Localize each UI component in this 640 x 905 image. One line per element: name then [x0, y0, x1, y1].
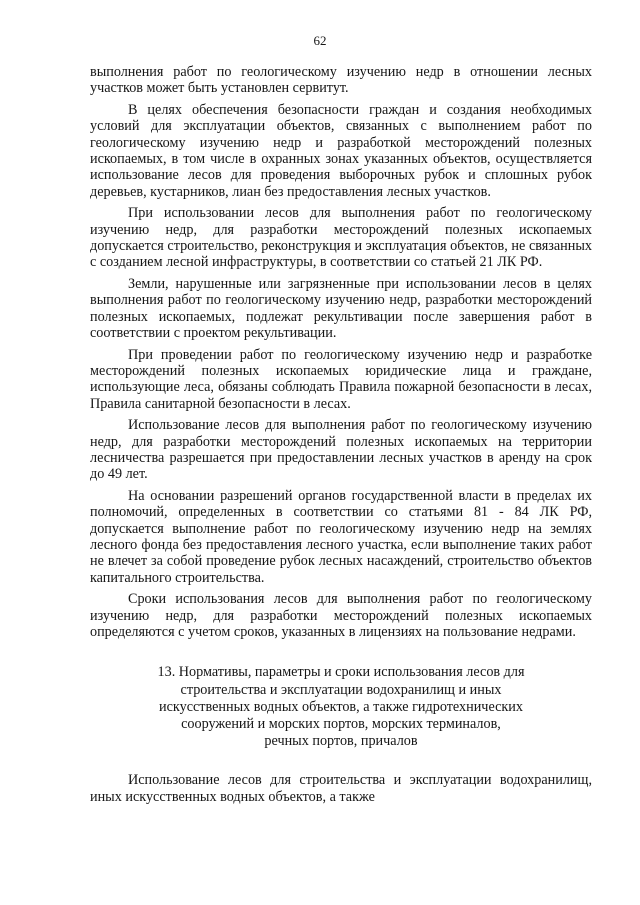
section-heading-line: искусственных водных объектов, а также гидротехнических: [159, 698, 523, 715]
paragraph-fire-safety: При проведении работ по геологическому изучению недр и разработке месторождений полезных ископаемых юридические лица и граждане, использующие леса, обязаны соблюдать Правила пожарной безопасности в лесах, Правила санитарной безопасности в лесах.: [90, 346, 592, 412]
paragraph-servitude: выполнения работ по геологическому изучению недр в отношении лесных участков может быть установлен сервитут.: [90, 64, 592, 97]
paragraph-recultivation: Земли, нарушенные или загрязненные при использовании лесов в целях выполнения работ по геологическому изучению недр, разработки месторождений полезных ископаемых, подлежат рекультивации после завершения работ в соответствии с проектом рекультивации.: [90, 275, 592, 342]
document-body: [90, 64, 592, 810]
section-heading-line: сооружений и морских портов, морских терминалов,: [181, 716, 501, 733]
paragraph-construction: При использовании лесов для выполнения работ по геологическому изучению недр, для разработки месторождений полезных ископаемых допускается строительство, реконструкция и эксплуатация объектов, не связанных с созданием лесной инфраструктуры, в соответствии со статьей 21 ЛК РФ.: [90, 205, 592, 271]
paragraph-lease: Использование лесов для выполнения работ по геологическому изучению недр, для разработки месторождений полезных ископаемых на территории лесничества разрешается при предоставлении лесных участков в аренду на срок до 49 лет.: [90, 417, 592, 483]
paragraph-safety-cutting: В целях обеспечения безопасности граждан и создания необходимых условий для эксплуатации объектов, связанных с выполнением работ по геологическому изучению недр и разработкой месторождений полезных ископаемых, в том числе в охранных зонах указанных объектов, осуществляется использование лесов для проведения выборочных рубок и сплошных рубок деревьев, кустарников, лиан без предоставления лесных участков.: [90, 101, 592, 200]
section-heading: [90, 664, 592, 750]
section-heading-line: речных портов, причалов: [264, 733, 418, 750]
paragraph-terms: Сроки использования лесов для выполнения работ по геологическому изучению недр, для разработки месторождений полезных ископаемых определяются с учетом сроков, указанных в лицензиях на пользование недрами.: [90, 591, 592, 640]
section-heading-line: 13. Нормативы, параметры и сроки использования лесов для: [157, 664, 525, 681]
page-number: 62: [313, 33, 327, 48]
section-heading-line: строительства и эксплуатации водохранилищ и иных: [180, 681, 502, 698]
paragraph-permits: На основании разрешений органов государственной власти в пределах их полномочий, определенных в соответствии со статьями 81 - 84 ЛК РФ, допускается выполнение работ по геологическому изучению недр на землях лесного фонда без предоставления лесного участка, если выполнение таких работ не влечет за собой проведение рубок лесных насаждений, строительство объектов капитального строительства.: [90, 487, 592, 586]
paragraph-reservoirs: Использование лесов для строительства и эксплуатации водохранилищ, иных искусственных водных объектов, а также: [90, 772, 592, 805]
